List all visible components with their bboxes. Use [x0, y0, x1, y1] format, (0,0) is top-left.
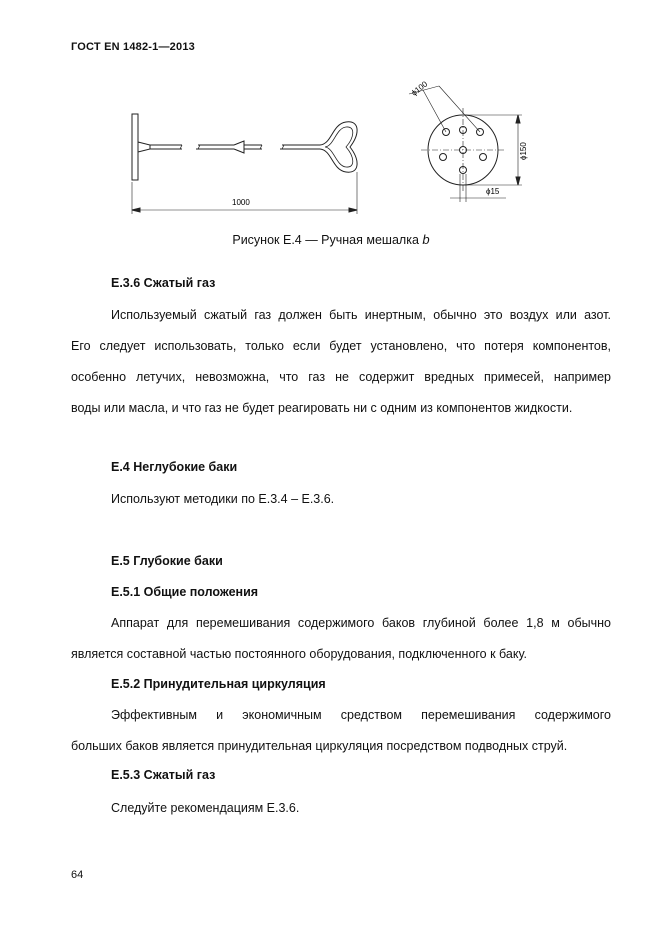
heading-e52: Е.5.2 Принудительная циркуляция — [111, 677, 326, 691]
page-number: 64 — [71, 869, 84, 881]
dimension-d100: ϕ100 — [409, 79, 430, 98]
caption-text: Рисунок Е.4 — Ручная мешалка — [232, 233, 419, 247]
heading-e36: Е.3.6 Сжатый газ — [111, 276, 216, 290]
paragraph-e52 — [71, 700, 611, 762]
text-line: особенно летучих, невозможна, что газ не содержит вредных примесей, например — [71, 370, 611, 384]
hand-stirrer-drawing — [120, 72, 540, 222]
text-line: Эффективным и экономичным средством перемешивания содержимого — [111, 708, 611, 722]
caption-letter: b — [422, 232, 430, 247]
text-line: воды или масла, и что газ не будет реагировать ни с одним из компонентов жидкости. — [71, 401, 573, 415]
heading-e53: Е.5.3 Сжатый газ — [111, 768, 216, 782]
text-line: Используемый сжатый газ должен быть инертным, обычно это воздух или азот. — [111, 308, 611, 322]
dimension-d15: ϕ15 — [486, 187, 500, 196]
text-line: Его следует использовать, только если будет установлено, что потеря компонентов, — [71, 339, 611, 353]
heading-e51: Е.5.1 Общие положения — [111, 585, 259, 599]
paragraph-e36 — [71, 300, 611, 424]
heading-e5: Е.5 Глубокие баки — [111, 554, 223, 568]
dimension-d150: ϕ150 — [519, 142, 528, 160]
heading-e4: Е.4 Неглубокие баки — [111, 460, 238, 474]
figure-caption — [0, 232, 662, 247]
paragraph-e53: Следуйте рекомендациям Е.3.6. — [111, 801, 300, 815]
stirrer-disc-side — [132, 114, 138, 180]
standard-header: ГОСТ EN 1482-1—2013 — [71, 41, 195, 53]
text-line: больших баков является принудительная циркуляция посредством подводных струй. — [71, 739, 568, 753]
dimension-length: 1000 — [232, 198, 250, 207]
paragraph-e4: Используют методики по Е.3.4 – Е.3.6. — [111, 492, 335, 506]
paragraph-e51 — [71, 608, 611, 670]
text-line: Аппарат для перемешивания содержимого баков глубиной более 1,8 м обычно — [111, 616, 611, 630]
text-line: является составной частью постоянного оборудования, подключенного к баку. — [71, 647, 527, 661]
